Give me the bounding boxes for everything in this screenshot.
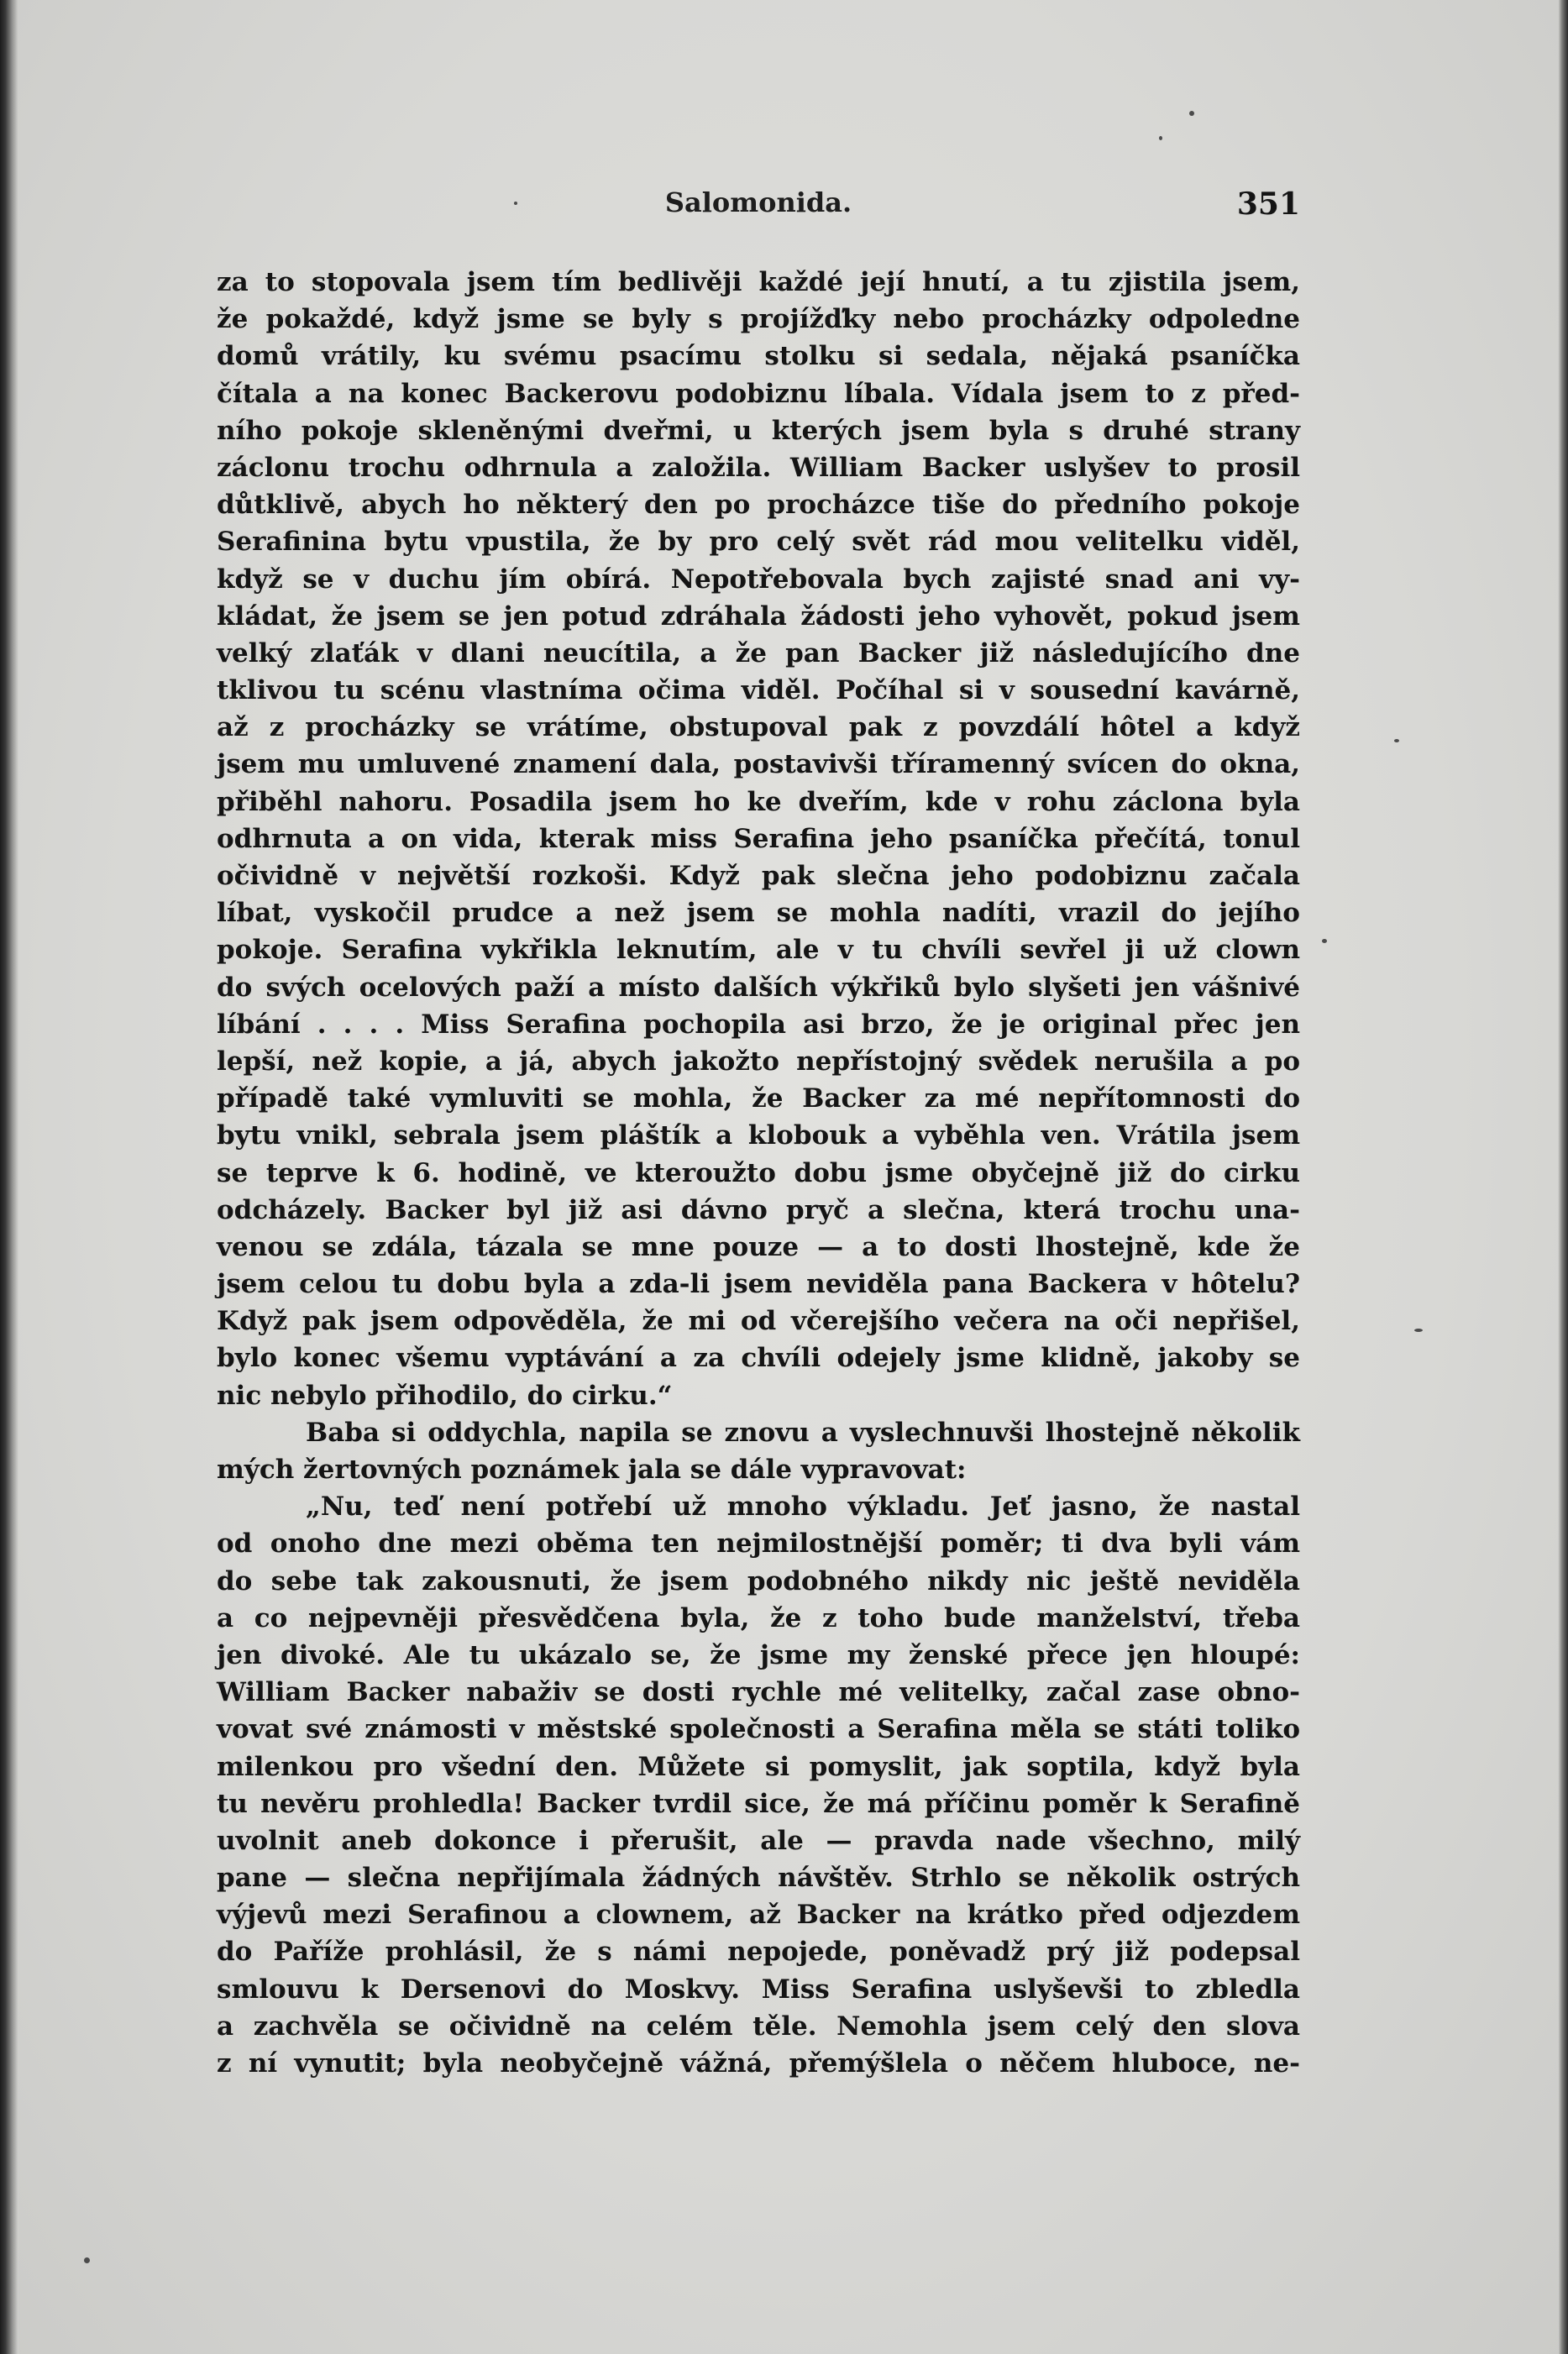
page-header: [217, 186, 1300, 220]
text-line: smlouvu k Dersenovi do Moskvy. Miss Serafina uslyševši to zbledla: [217, 1974, 1300, 2005]
text-line: do svých ocelových paží a místo dalších výkřiků bylo slyšeti jen vášnivé: [217, 972, 1300, 1003]
text-line: výjevů mezi Serafinou a clownem, až Backer na krátko před odjezdem: [217, 1900, 1300, 1931]
text-line: z ní vynutit; byla neobyčejně vážná, přemýšlela o něčem hluboce, ne-: [217, 2048, 1300, 2079]
text-line: když se v duchu jím obírá. Nepotřebovala bych zajisté snad ani vy-: [217, 564, 1300, 595]
text-line: očividně v největší rozkoši. Když pak slečna jeho podobiznu začala: [217, 861, 1300, 891]
text-line: že pokaždé, když jsme se byly s projížďky nebo procházky odpoledne: [217, 304, 1300, 335]
text-line: líbání . . . . Miss Serafina pochopila asi brzo, že je original přec jen: [217, 1009, 1300, 1040]
text-line: bylo konec všemu vyptávání a za chvíli odejely jsme klidně, jakoby se: [217, 1343, 1300, 1374]
text-line: jsem celou tu dobu byla a zda-li jsem neviděla pana Backera v hôtelu?: [217, 1269, 1300, 1300]
text-line: milenkou pro všední den. Můžete si pomyslit, jak soptila, když byla: [217, 1751, 1300, 1782]
text-line: líbat, vyskočil prudce a než jsem se mohla nadíti, vrazil do jejího: [217, 898, 1300, 929]
text-line: William Backer nabaživ se dosti rychle mé velitelky, začal zase obno-: [217, 1677, 1300, 1708]
text-line: se teprve k 6. hodině, ve kteroužto dobu jsme obyčejně již do cirku: [217, 1157, 1300, 1188]
text-line: pokoje. Serafina vykřikla leknutím, ale v tu chvíli sevřel ji už clown: [217, 935, 1300, 966]
text-line: odcházely. Backer byl již asi dávno pryč a slečna, která trochu una-: [217, 1194, 1300, 1225]
dust-speck: [1189, 111, 1194, 116]
text-line: čítala a na konec Backerovu podobiznu líbala. Vídala jsem to z před-: [217, 378, 1300, 409]
paragraph-first-line: Baba si oddychla, napila se znovu a vyslechnuvši lhostejně několik: [306, 1417, 1300, 1448]
text-line: domů vrátily, ku svému psacímu stolku si sedala, nějaká psaníčka: [217, 341, 1300, 372]
text-line: od onoho dne mezi oběma ten nejmilostnější poměr; ti dva byli vám: [217, 1528, 1300, 1560]
text-line: a co nejpevněji přesvědčena byla, že z toho bude manželství, třeba: [217, 1602, 1300, 1633]
text-line: Když pak jsem odpověděla, že mi od včerejšího večera na oči nepřišel,: [217, 1306, 1300, 1337]
text-line: velký zlaťák v dlani neucítila, a že pan Backer již následujícího dne: [217, 637, 1300, 668]
dust-speck: [1394, 739, 1399, 742]
text-line: až z procházky se vrátíme, obstupoval pak z povzdálí hôtel a když: [217, 712, 1300, 743]
text-line: přiběhl nahoru. Posadila jsem ho ke dveřím, kde v rohu záclona byla: [217, 786, 1300, 817]
paragraph-first-line: „Nu, teď není potřebí už mnoho výkladu. Jeť jasno, že nastal: [306, 1492, 1300, 1523]
body-text: [217, 264, 1300, 2082]
page-left-edge-shadow: [0, 0, 18, 2354]
text-line: tklivou tu scénu vlastníma očima viděl. Počíhal si v sousední kavárně,: [217, 675, 1300, 706]
text-line: Serafinina bytu vpustila, že by pro celý svět rád mou velitelku viděl,: [217, 527, 1300, 558]
dust-speck: [84, 2257, 90, 2263]
text-line: za to stopovala jsem tím bedlivěji každé její hnutí, a tu zjistila jsem,: [217, 267, 1300, 297]
text-line: případě také vymluviti se mohla, že Backer za mé nepřítomnosti do: [217, 1083, 1300, 1114]
text-line: lepší, než kopie, a já, abych jakožto nepřístojný svědek nerušila a po: [217, 1046, 1300, 1077]
dust-speck: [1159, 136, 1162, 140]
text-line: mých žertovných poznámek jala se dále vypravovat:: [217, 1455, 967, 1485]
text-line: jsem mu umluvené znamení dala, postavivši tříramenný svícen do okna,: [217, 749, 1300, 780]
text-line: záclonu trochu odhrnula a založila. William Backer uslyšev to prosil: [217, 452, 1300, 483]
text-line: nic nebylo přihodilo, do cirku.“: [217, 1380, 673, 1411]
dust-speck: [1414, 1329, 1423, 1332]
page-number: 351: [1236, 186, 1300, 222]
running-title: Salomonida.: [664, 186, 852, 218]
text-line: uvolnit aneb dokonce i přerušit, ale — pravda nade všechno, milý: [217, 1825, 1300, 1856]
text-line: do Paříže prohlásil, že s námi nepojede, poněvadž prý již podepsal: [217, 1937, 1300, 1968]
text-line: jen divoké. Ale tu ukázalo se, že jsme my ženské přece jen hloupé:: [217, 1639, 1300, 1670]
text-line: venou se zdála, tázala se mne pouze — a to dosti lhostejně, kde že: [217, 1231, 1300, 1262]
text-line: ního pokoje skleněnými dveřmi, u kterých jsem byla s druhé strany: [217, 415, 1300, 446]
page-right-edge-shadow: [1558, 0, 1568, 2354]
dust-speck: [1322, 939, 1327, 943]
text-line: a zachvěla se očividně na celém těle. Nemohla jsem celý den slova: [217, 2011, 1300, 2042]
text-line: odhrnuta a on vida, kterak miss Serafina jeho psaníčka přečítá, tonul: [217, 823, 1300, 854]
text-line: kládat, že jsem se jen potud zdráhala žádosti jeho vyhovět, pokud jsem: [217, 600, 1300, 632]
text-line: do sebe tak zakousnuti, že jsem podobného nikdy nic ještě neviděla: [217, 1565, 1300, 1596]
text-line: bytu vnikl, sebrala jsem pláštík a klobouk a vyběhla ven. Vrátila jsem: [217, 1120, 1300, 1151]
text-line: důtklivě, abych ho některý den po procházce tiše do předního pokoje: [217, 490, 1300, 521]
text-line: pane — slečna nepřijímala žádných návštěv. Strhlo se několik ostrých: [217, 1863, 1300, 1894]
text-line: vovat své známosti v městské společnosti a Serafina měla se státi toliko: [217, 1714, 1300, 1745]
text-line: tu nevěru prohledla! Backer tvrdil sice, že má příčinu poměr k Serafině: [217, 1788, 1300, 1819]
